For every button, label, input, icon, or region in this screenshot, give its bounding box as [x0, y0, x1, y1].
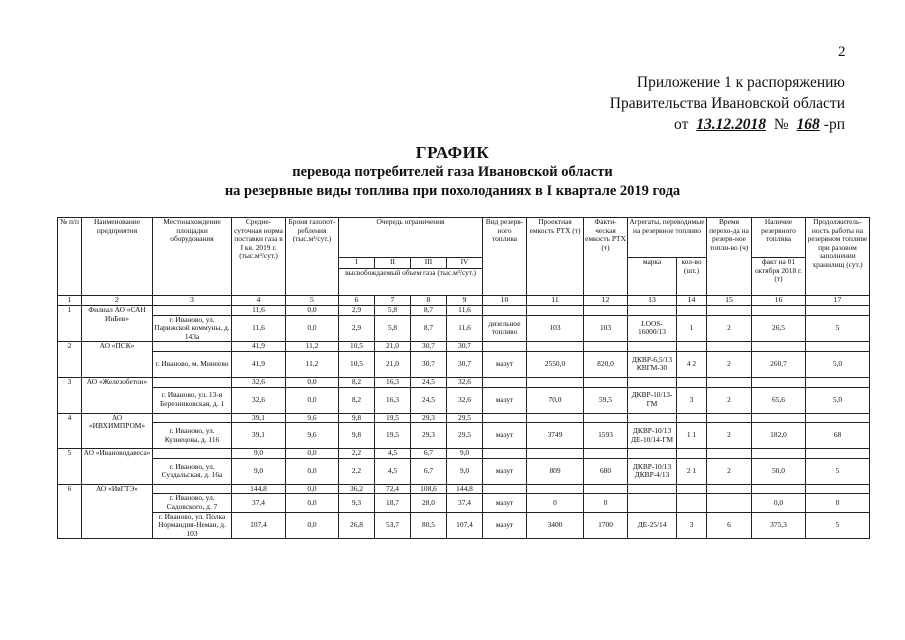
row-number: 2 [58, 342, 82, 378]
header-brand: марка [628, 258, 677, 296]
header-units: Агрегаты, переводимые на резервное топливо [628, 218, 707, 258]
value-count: 4 2 [677, 351, 707, 377]
empty-cell [584, 306, 628, 316]
annex-date: 13.12.2018 [696, 116, 766, 133]
total-armor: 0,0 [286, 484, 339, 494]
value-norm: 39,1 [232, 423, 286, 449]
empty-cell [806, 413, 870, 423]
total-q2: 16,3 [375, 377, 411, 387]
column-number: 2 [82, 296, 153, 306]
value-norm: 37,4 [232, 494, 286, 512]
header-released: высвобождаемый объем газа (тыс.м³/сут.) [339, 269, 483, 296]
value-armor: 0,0 [286, 315, 339, 342]
value-q3: 30,7 [411, 351, 447, 377]
value-q2: 53,7 [375, 512, 411, 539]
empty-cell [483, 377, 527, 387]
value-fuel: дизельное топливо [483, 315, 527, 342]
empty-cell [752, 377, 806, 387]
empty-cell [628, 377, 677, 387]
total-q1: 36,2 [339, 484, 375, 494]
total-q4: 32,6 [447, 377, 483, 387]
empty-cell [628, 306, 677, 316]
table-row-total [58, 342, 870, 352]
empty-cell [707, 342, 752, 352]
header-armor: Броня газопот-ребления (тыс.м³/сут.) [286, 218, 339, 296]
value-norm: 11,6 [232, 315, 286, 342]
total-q2: 21,0 [375, 342, 411, 352]
site-location: г. Иваново, м. Минеево [153, 351, 232, 377]
header-count: кол-во (шт.) [677, 258, 707, 296]
company-name: АО «ИвГТЭ» [82, 484, 153, 539]
value-q4: 11,6 [447, 315, 483, 342]
column-number: 4 [232, 296, 286, 306]
empty-cell [584, 342, 628, 352]
table-row-total [58, 377, 870, 387]
column-number: 7 [375, 296, 411, 306]
value-brand: ДКВР-6,5/13 КВГМ-30 [628, 351, 677, 377]
value-q4: 32,6 [447, 387, 483, 413]
site-location: г. Иваново, ул. Суздальская, д. 16а [153, 458, 232, 484]
header-design-cap: Проектная емкость РТХ (т) [527, 218, 584, 296]
empty-cell [153, 377, 232, 387]
value-design: 3400 [527, 512, 584, 539]
value-dur: 5 [806, 315, 870, 342]
header-location: Местонахождение площадки оборудования [153, 218, 232, 296]
column-number: 16 [752, 296, 806, 306]
site-location: г. Иваново, ул. 13-я Березниковская, д. 1 [153, 387, 232, 413]
table-row-detail [58, 351, 870, 377]
schedule-table [57, 217, 870, 539]
value-fact: 65,6 [752, 387, 806, 413]
value-brand [628, 494, 677, 512]
page-number: 2 [838, 44, 846, 60]
total-armor: 0,0 [286, 306, 339, 316]
column-number: 9 [447, 296, 483, 306]
table-row-detail [58, 458, 870, 484]
total-armor: 9,6 [286, 413, 339, 423]
empty-cell [527, 342, 584, 352]
empty-cell [752, 449, 806, 459]
value-norm: 41,9 [232, 351, 286, 377]
column-number: 1 [58, 296, 82, 306]
empty-cell [483, 342, 527, 352]
value-count: 3 [677, 512, 707, 539]
value-design: 103 [527, 315, 584, 342]
empty-cell [707, 377, 752, 387]
total-q1: 10,5 [339, 342, 375, 352]
header-q4: IV [447, 258, 483, 269]
value-time: 2 [707, 423, 752, 449]
total-q1: 8,2 [339, 377, 375, 387]
annex-line-3 [610, 114, 845, 135]
empty-cell [752, 342, 806, 352]
total-q3: 29,3 [411, 413, 447, 423]
value-design: 809 [527, 458, 584, 484]
column-number: 12 [584, 296, 628, 306]
table-row-total [58, 306, 870, 316]
total-q4: 29,5 [447, 413, 483, 423]
column-number: 10 [483, 296, 527, 306]
value-armor: 11,2 [286, 351, 339, 377]
value-brand: ДКВР-10/13 ДЕ-10/14-ГМ [628, 423, 677, 449]
value-q2: 4,5 [375, 458, 411, 484]
annex-block [610, 72, 845, 135]
total-q3: 24,5 [411, 377, 447, 387]
empty-cell [707, 306, 752, 316]
value-fact: 260,7 [752, 351, 806, 377]
row-number: 3 [58, 377, 82, 413]
empty-cell [707, 484, 752, 494]
value-armor: 0,0 [286, 512, 339, 539]
value-fact: 50,0 [752, 458, 806, 484]
empty-cell [527, 306, 584, 316]
value-fuel: мазут [483, 512, 527, 539]
value-count [677, 494, 707, 512]
header-avg-norm: Средне-суточная норма поставки газа в I кв. 2019 г. (тыс.м³/сут.) [232, 218, 286, 296]
empty-cell [806, 377, 870, 387]
empty-cell [153, 484, 232, 494]
empty-cell [584, 449, 628, 459]
total-q4: 11,6 [447, 306, 483, 316]
column-number: 3 [153, 296, 232, 306]
empty-cell [527, 413, 584, 423]
column-number: 14 [677, 296, 707, 306]
total-q4: 30,7 [447, 342, 483, 352]
header-no: № п/п [58, 218, 82, 296]
value-q2: 21,0 [375, 351, 411, 377]
column-number: 6 [339, 296, 375, 306]
table-row-detail [58, 494, 870, 512]
value-dur: 5 [806, 512, 870, 539]
empty-cell [483, 449, 527, 459]
header-duration: Продолжитель-ность работы на резервном топливе при разовом заполнении хранилищ (сут.) [806, 218, 870, 296]
value-q3: 80,5 [411, 512, 447, 539]
empty-cell [752, 306, 806, 316]
annex-from-label: от [674, 116, 689, 133]
empty-cell [677, 484, 707, 494]
value-q2: 18,7 [375, 494, 411, 512]
value-fact: 26,5 [752, 315, 806, 342]
value-q3: 8,7 [411, 315, 447, 342]
value-q3: 28,0 [411, 494, 447, 512]
value-design: 2550,0 [527, 351, 584, 377]
total-q1: 9,8 [339, 413, 375, 423]
value-fact: 375,3 [752, 512, 806, 539]
company-name: АО «Ивановодавеса» [82, 449, 153, 485]
empty-cell [527, 449, 584, 459]
header-fuel-type: Вид резерв-ного топлива [483, 218, 527, 296]
value-armor: 0,0 [286, 458, 339, 484]
title-line-2: перевода потребителей газа Ивановской области [292, 164, 613, 180]
header-q2: II [375, 258, 411, 269]
total-q2: 19,5 [375, 413, 411, 423]
value-q1: 2,2 [339, 458, 375, 484]
title-line-3: на резервные виды топлива при похолоданиях в I квартале 2019 года [224, 183, 681, 199]
empty-cell [483, 306, 527, 316]
value-actual: 0 [584, 494, 628, 512]
document-title: ГРАФИК [415, 143, 490, 162]
annex-no-label: № [773, 116, 789, 133]
value-time: 2 [707, 458, 752, 484]
value-q3: 29,3 [411, 423, 447, 449]
value-q4: 30,7 [447, 351, 483, 377]
site-location: г. Иваново, ул. Кузнецова, д. 116 [153, 423, 232, 449]
total-q2: 5,8 [375, 306, 411, 316]
value-armor: 9,6 [286, 423, 339, 449]
empty-cell [483, 484, 527, 494]
value-brand: ДКВР-10/13-ГМ [628, 387, 677, 413]
empty-cell [628, 484, 677, 494]
column-number: 5 [286, 296, 339, 306]
row-number: 5 [58, 449, 82, 485]
table-row-total [58, 484, 870, 494]
value-norm: 32,6 [232, 387, 286, 413]
empty-cell [806, 449, 870, 459]
total-q4: 9,0 [447, 449, 483, 459]
total-q3: 30,7 [411, 342, 447, 352]
value-dur: 0 [806, 494, 870, 512]
value-q1: 8,2 [339, 387, 375, 413]
value-fuel: мазут [483, 458, 527, 484]
value-q2: 19,5 [375, 423, 411, 449]
empty-cell [677, 306, 707, 316]
empty-cell [153, 449, 232, 459]
value-count: 3 [677, 387, 707, 413]
company-name: АО «ИВХИМПРОМ» [82, 413, 153, 449]
value-brand: ДЕ-25/14 [628, 512, 677, 539]
column-number-row [58, 296, 870, 306]
row-number: 4 [58, 413, 82, 449]
header-reserve: Наличие резервного топлива [752, 218, 806, 258]
table-row-detail [58, 387, 870, 413]
company-name: Филиал АО «САН ИнБев» [82, 306, 153, 342]
value-q1: 2,9 [339, 315, 375, 342]
title-block [0, 143, 905, 201]
value-count: 1 [677, 315, 707, 342]
value-q4: 107,4 [447, 512, 483, 539]
site-location: г. Иваново, ул. Садовского, д. 7 [153, 494, 232, 512]
value-actual: 1593 [584, 423, 628, 449]
value-q4: 37,4 [447, 494, 483, 512]
empty-cell [584, 377, 628, 387]
value-fact: 0,0 [752, 494, 806, 512]
annex-suffix: -рп [823, 116, 845, 133]
value-time [707, 494, 752, 512]
value-time: 2 [707, 387, 752, 413]
value-time: 2 [707, 315, 752, 342]
empty-cell [677, 377, 707, 387]
empty-cell [806, 306, 870, 316]
value-fuel: мазут [483, 423, 527, 449]
site-location: г. Иваново, ул. Парижской коммуны, д. 143а [154, 315, 230, 341]
empty-cell [707, 413, 752, 423]
table-row-total [58, 449, 870, 459]
empty-cell [628, 449, 677, 459]
column-number: 13 [628, 296, 677, 306]
empty-cell [584, 484, 628, 494]
column-number: 15 [707, 296, 752, 306]
total-norm: 144,8 [232, 484, 286, 494]
company-name: АО «Железобетон» [82, 377, 153, 413]
empty-cell [153, 306, 232, 316]
table-row-detail [58, 315, 870, 342]
total-q3: 8,7 [411, 306, 447, 316]
empty-cell [527, 484, 584, 494]
total-norm: 32,6 [232, 377, 286, 387]
value-design: 3749 [527, 423, 584, 449]
total-norm: 11,6 [232, 306, 286, 316]
empty-cell [677, 413, 707, 423]
value-q1: 9,3 [339, 494, 375, 512]
empty-cell [153, 413, 232, 423]
value-fuel: мазут [483, 494, 527, 512]
value-actual: 59,5 [584, 387, 628, 413]
value-q4: 9,0 [447, 458, 483, 484]
value-q1: 26,8 [339, 512, 375, 539]
value-brand: LOOS-16000/13 [628, 315, 677, 342]
empty-cell [752, 413, 806, 423]
value-dur: 5,0 [806, 387, 870, 413]
header-actual-cap: Факти-ческая емкость РТХ (т) [584, 218, 628, 296]
row-number: 6 [58, 484, 82, 539]
row-number: 1 [58, 306, 82, 342]
value-q1: 10,5 [339, 351, 375, 377]
table-row-total [58, 413, 870, 423]
empty-cell [628, 413, 677, 423]
total-armor: 11,2 [286, 342, 339, 352]
annex-line-2: Правительства Ивановской области [609, 95, 845, 112]
value-time: 2 [707, 351, 752, 377]
annex-number: 168 [796, 116, 820, 133]
value-actual: 680 [584, 458, 628, 484]
value-brand: ДКВР-10/13 ДКВР-4/13 [628, 458, 677, 484]
value-dur: 5 [806, 458, 870, 484]
total-q4: 144,8 [447, 484, 483, 494]
site-location: г. Иваново, ул. Полка Нормандия-Неман, д. 103 [153, 512, 232, 539]
header-queue: Очередь ограничения [339, 218, 483, 258]
header-reserve-fact: факт на 01 октября 2018 г. (т) [752, 258, 806, 296]
total-q1: 2,2 [339, 449, 375, 459]
value-actual: 1700 [584, 512, 628, 539]
total-q3: 6,7 [411, 449, 447, 459]
value-time: 6 [707, 512, 752, 539]
value-dur: 68 [806, 423, 870, 449]
empty-cell [527, 377, 584, 387]
value-dur: 5,0 [806, 351, 870, 377]
total-q2: 4,5 [375, 449, 411, 459]
empty-cell [707, 449, 752, 459]
empty-cell [806, 484, 870, 494]
value-norm: 107,4 [232, 512, 286, 539]
value-fuel: мазут [483, 351, 527, 377]
header-q3: III [411, 258, 447, 269]
value-design: 70,0 [527, 387, 584, 413]
total-q3: 108,6 [411, 484, 447, 494]
value-count: 1 1 [677, 423, 707, 449]
table-row-detail [58, 423, 870, 449]
empty-cell [628, 342, 677, 352]
empty-cell [584, 413, 628, 423]
total-armor: 0,0 [286, 449, 339, 459]
value-actual: 103 [584, 315, 628, 342]
table-row-detail [58, 512, 870, 539]
value-design: 0 [527, 494, 584, 512]
value-fact: 182,0 [752, 423, 806, 449]
value-q3: 6,7 [411, 458, 447, 484]
header-name: Наименование предприятия [82, 218, 153, 296]
value-q3: 24,5 [411, 387, 447, 413]
empty-cell [677, 342, 707, 352]
value-armor: 0,0 [286, 494, 339, 512]
empty-cell [806, 342, 870, 352]
value-count: 2 1 [677, 458, 707, 484]
header-q1: I [339, 258, 375, 269]
value-armor: 0,0 [286, 387, 339, 413]
value-q2: 16,3 [375, 387, 411, 413]
column-number: 11 [527, 296, 584, 306]
total-norm: 41,9 [232, 342, 286, 352]
total-q2: 72,4 [375, 484, 411, 494]
total-norm: 39,1 [232, 413, 286, 423]
value-norm: 9,0 [232, 458, 286, 484]
empty-cell [153, 342, 232, 352]
empty-cell [752, 484, 806, 494]
company-name: АО «ПСК» [82, 342, 153, 378]
annex-line-1: Приложение 1 к распоряжению [636, 74, 845, 91]
total-q1: 2,9 [339, 306, 375, 316]
total-armor: 0,0 [286, 377, 339, 387]
header-switch-time: Время перехо-да на резерв-ное топли-во (ч) [707, 218, 752, 296]
value-fuel: мазут [483, 387, 527, 413]
column-number: 8 [411, 296, 447, 306]
value-q1: 9,8 [339, 423, 375, 449]
column-number: 17 [806, 296, 870, 306]
empty-cell [483, 413, 527, 423]
value-q2: 5,8 [375, 315, 411, 342]
value-q4: 29,5 [447, 423, 483, 449]
empty-cell [677, 449, 707, 459]
value-actual: 820,0 [584, 351, 628, 377]
total-norm: 9,0 [232, 449, 286, 459]
